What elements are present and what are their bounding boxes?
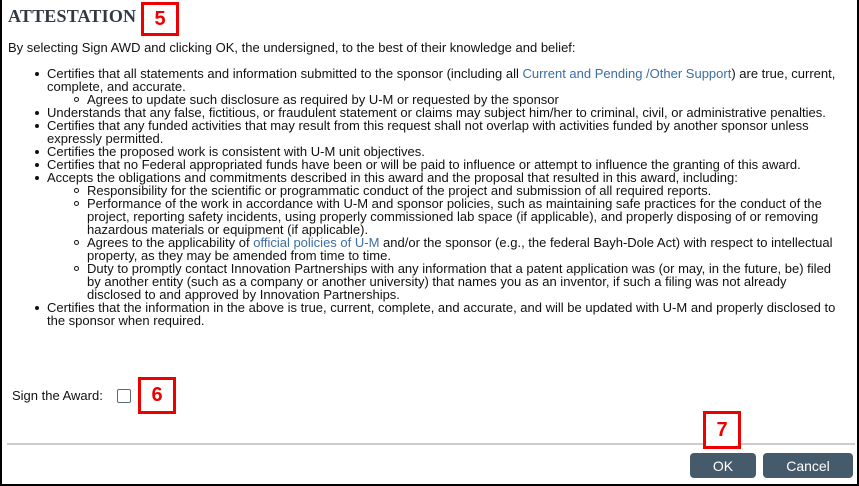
- list-item: [47, 171, 852, 301]
- list-item: Certifies that any funded activities that may result from this request shall not overlap with activities funded by another sponsor unless expressly permitted.: [47, 119, 852, 145]
- list-item: [47, 67, 852, 106]
- page-title: ATTESTATION: [8, 6, 137, 26]
- ok-button[interactable]: OK: [690, 453, 756, 478]
- attestation-list: [2, 67, 852, 327]
- intro-text: By selecting Sign AWD and clicking OK, the undersigned, to the best of their knowledge and belief:: [8, 40, 576, 55]
- sub-list-item: Agrees to update such disclosure as required by U-M or requested by the sponsor: [87, 93, 844, 106]
- item-text: Certifies that all statements and information submitted to the sponsor (including all: [47, 66, 523, 81]
- current-pending-support-link[interactable]: Current and Pending /Other Support: [522, 66, 732, 81]
- callout-6: 6: [138, 377, 176, 414]
- sign-award-row: [12, 388, 131, 403]
- sign-award-label: Sign the Award:: [12, 388, 103, 403]
- callout-7: 7: [703, 411, 741, 449]
- cancel-button[interactable]: Cancel: [763, 453, 853, 478]
- sub-list-item: Performance of the work in accordance with U-M and sponsor policies, such as maintaining safe practices for the conduct of the project, reporting safety incidents, using properly commissioned lab space (if applicable), and properly disposing of or removing hazardous materials or equipment (if applicable).: [87, 197, 844, 236]
- list-item: Understands that any false, fictitious, or fraudulent statement or claims may subject him/her to criminal, civil, or administrative penalties.: [47, 106, 852, 119]
- sign-award-checkbox[interactable]: [117, 389, 131, 403]
- item-text: ) are true, current, complete, and accurate.: [47, 66, 836, 94]
- callout-5: 5: [141, 2, 179, 36]
- item-text: and/or the sponsor (e.g., the federal Bayh-Dole Act) with respect to intellectual property, as they may be amended from time to time.: [87, 235, 833, 263]
- list-item: Certifies the proposed work is consistent with U-M unit objectives.: [47, 145, 852, 158]
- sub-list-item: Responsibility for the scientific or programmatic conduct of the project and submission of all required reports.: [87, 184, 844, 197]
- sub-list-item: Duty to promptly contact Innovation Partnerships with any information that a patent application was (or may, in the future, be) filed by another entity (such as a company or another university) that names you as an inventor, if such a filing was not already disclosed to and approved by Innovation Partnerships.: [87, 262, 844, 301]
- list-item: Certifies that the information in the above is true, current, complete, and accurate, and will be updated with U-M and properly disclosed to the sponsor when required.: [47, 301, 852, 327]
- sub-list-item: [87, 236, 844, 262]
- list-item: Certifies that no Federal appropriated funds have been or will be paid to influence or attempt to influence the granting of this award.: [47, 158, 852, 171]
- item-text: Accepts the obligations and commitments described in this award and the proposal that resulted in this award, including:: [47, 170, 738, 185]
- official-policies-link[interactable]: official policies of U-M: [253, 235, 380, 250]
- item-text: Agrees to the applicability of: [87, 235, 254, 250]
